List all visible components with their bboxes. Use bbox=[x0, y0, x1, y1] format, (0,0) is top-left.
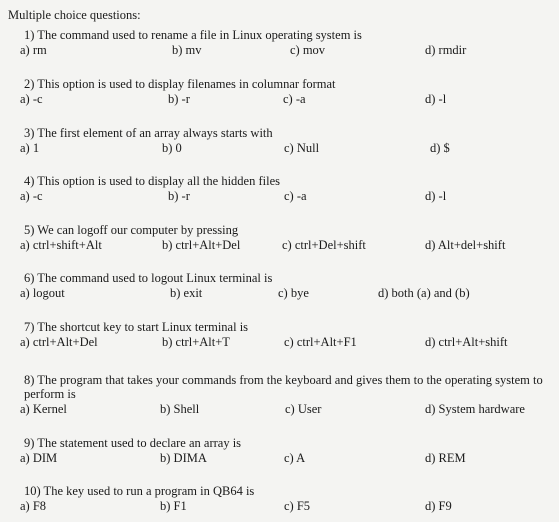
option-row bbox=[20, 451, 550, 465]
option-b: b) Shell bbox=[160, 402, 200, 416]
option-a: a) rm bbox=[20, 43, 47, 57]
option-b: b) 0 bbox=[162, 141, 182, 155]
option-d: d) ctrl+Alt+shift bbox=[425, 335, 508, 349]
option-b: b) F1 bbox=[160, 499, 187, 513]
option-b: b) -r bbox=[168, 189, 190, 203]
option-row bbox=[20, 43, 550, 57]
question-text: 1) The command used to rename a file in Linux operating system is bbox=[24, 28, 362, 42]
option-a: a) F8 bbox=[20, 499, 47, 513]
option-c: c) mov bbox=[290, 43, 326, 57]
question-8 bbox=[20, 373, 550, 416]
worksheet-heading: Multiple choice questions: bbox=[8, 8, 141, 22]
question-text: 2) This option is used to display filenames in columnar format bbox=[24, 77, 336, 91]
option-c: c) bye bbox=[278, 286, 309, 300]
option-a: a) Kernel bbox=[20, 402, 67, 416]
option-d: d) F9 bbox=[425, 499, 452, 513]
option-c: c) A bbox=[284, 451, 306, 465]
question-text: 9) The statement used to declare an array is bbox=[24, 436, 242, 450]
option-b: b) mv bbox=[172, 43, 202, 57]
option-d: d) both (a) and (b) bbox=[378, 286, 470, 300]
question-text: 10) The key used to run a program in QB64 is bbox=[24, 484, 255, 498]
option-a: a) -c bbox=[20, 189, 43, 203]
question-text: 5) We can logoff our computer by pressing bbox=[24, 223, 239, 237]
option-row bbox=[20, 189, 550, 203]
option-row bbox=[20, 286, 550, 300]
question-text: 7) The shortcut key to start Linux terminal is bbox=[24, 320, 249, 334]
option-d: d) Alt+del+shift bbox=[425, 238, 506, 252]
question-2 bbox=[20, 77, 550, 106]
option-a: a) -c bbox=[20, 92, 43, 106]
question-3 bbox=[20, 126, 550, 155]
question-text: 3) The first element of an array always starts with bbox=[24, 126, 273, 140]
question-text: 8) The program that takes your commands from the keyboard and gives them to the operating system to perform is bbox=[24, 373, 543, 401]
option-b: b) -r bbox=[168, 92, 190, 106]
option-c: c) ctrl+Alt+F1 bbox=[284, 335, 357, 349]
option-d: d) $ bbox=[430, 141, 450, 155]
option-row bbox=[20, 141, 550, 155]
option-a: a) DIM bbox=[20, 451, 58, 465]
option-d: d) REM bbox=[425, 451, 466, 465]
option-a: a) ctrl+shift+Alt bbox=[20, 238, 102, 252]
option-b: b) ctrl+Alt+Del bbox=[162, 238, 241, 252]
option-c: c) -a bbox=[284, 189, 307, 203]
option-a: a) ctrl+Alt+Del bbox=[20, 335, 98, 349]
question-9 bbox=[20, 436, 550, 465]
option-b: b) exit bbox=[170, 286, 203, 300]
option-d: d) -l bbox=[425, 189, 447, 203]
question-text: 6) The command used to logout Linux terminal is bbox=[24, 271, 273, 285]
option-a: a) 1 bbox=[20, 141, 40, 155]
option-d: d) rmdir bbox=[425, 43, 467, 57]
option-row bbox=[20, 499, 550, 513]
option-row bbox=[20, 402, 550, 416]
option-c: c) Null bbox=[284, 141, 320, 155]
option-row bbox=[20, 92, 550, 106]
question-6 bbox=[20, 271, 550, 300]
question-4 bbox=[20, 174, 550, 203]
option-c: c) -a bbox=[283, 92, 306, 106]
question-1 bbox=[20, 28, 550, 57]
option-b: b) DIMA bbox=[160, 451, 207, 465]
option-row bbox=[20, 335, 550, 349]
question-5 bbox=[20, 223, 550, 252]
question-7 bbox=[20, 320, 550, 349]
option-b: b) ctrl+Alt+T bbox=[162, 335, 230, 349]
option-a: a) logout bbox=[20, 286, 65, 300]
option-c: c) ctrl+Del+shift bbox=[282, 238, 366, 252]
option-d: d) -l bbox=[425, 92, 447, 106]
question-text: 4) This option is used to display all the hidden files bbox=[24, 174, 280, 188]
option-c: c) User bbox=[285, 402, 322, 416]
option-d: d) System hardware bbox=[425, 402, 525, 416]
option-row bbox=[20, 238, 550, 252]
option-c: c) F5 bbox=[284, 499, 311, 513]
question-10 bbox=[20, 484, 550, 513]
